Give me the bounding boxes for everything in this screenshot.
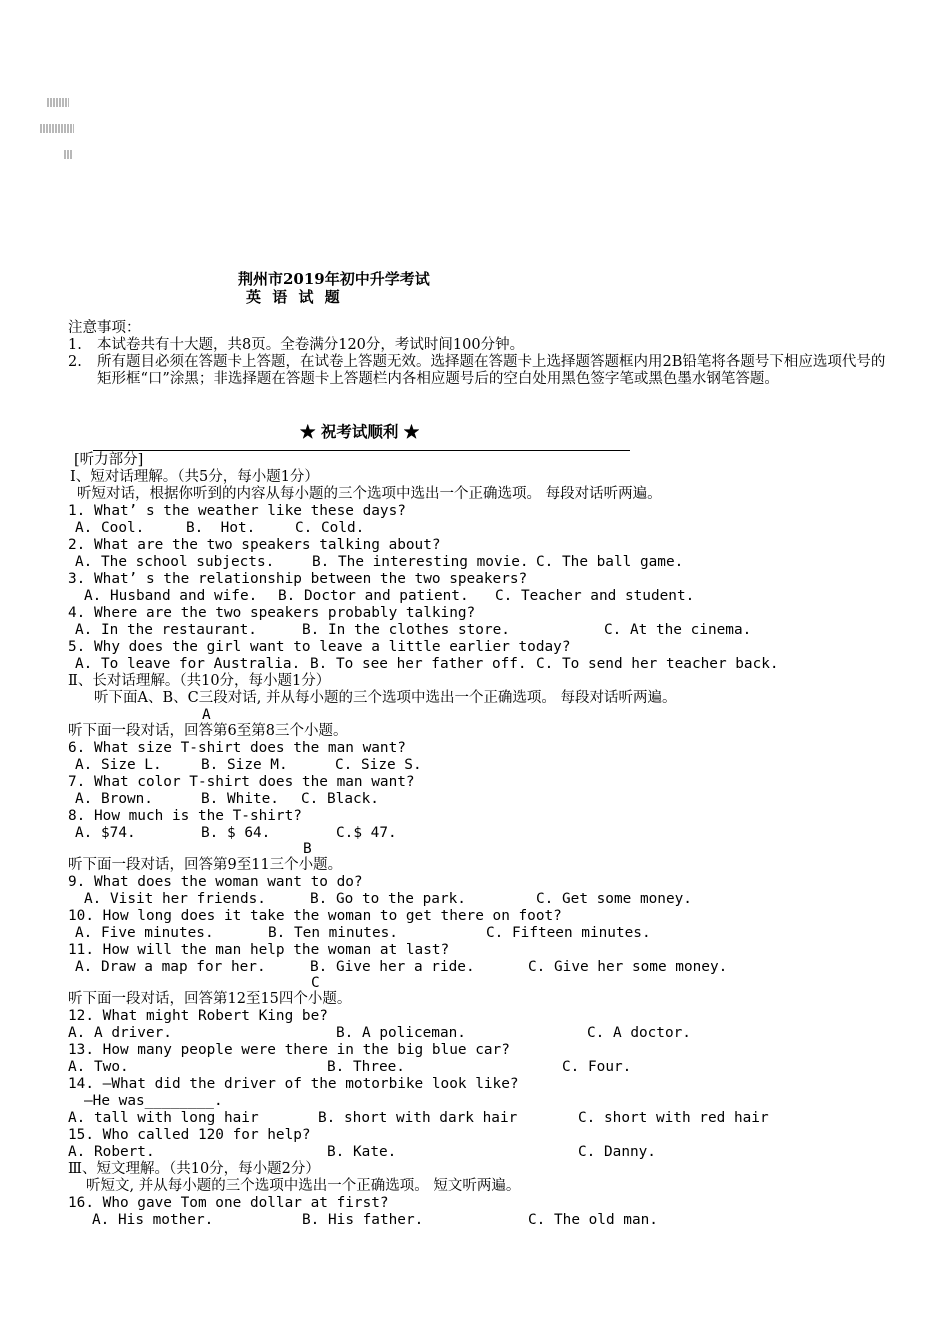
question-stem: 4. Where are the two speakers probably talking? [68,605,476,621]
option-a: A. Husband and wife. [84,588,258,604]
option-c: C. Four. [562,1059,632,1075]
option-b: B. Three. [327,1059,405,1075]
question-stem: 3. What’ s the relationship between the two speakers? [68,571,528,587]
option-c: C. Give her some money. [528,959,728,975]
option-b: B. A policeman. [336,1025,466,1041]
dialogue-intro: 听下面一段对话，回答第6至第8三个小题。 [68,723,348,739]
question-stem: 8. How much is the T-shirt? [68,808,302,824]
option-a: A. The school subjects. [75,554,275,570]
option-c: C. Cold. [295,520,365,536]
option-c: C. short with red hair [578,1110,769,1126]
question-stem: 2. What are the two speakers talking about? [68,537,441,553]
option-c: C. To send her teacher back. [536,656,779,672]
part-instruction: 听下面A、B、C三段对话, 并从每小题的三个选项中选出一个正确选项。 每段对话听两遍。 [94,690,677,706]
notice-item-text: 本试卷共有十大题，共8页。全卷满分120分，考试时间100分钟。 [97,337,525,353]
option-a: A. $74. [75,825,136,841]
part-heading: Ⅰ、短对话理解。（共5分，每小题1分） [70,469,319,485]
option-c: C. A doctor. [587,1025,691,1041]
question-stem: 5. Why does the girl want to leave a little earlier today? [68,639,571,655]
option-a: A. Brown. [75,791,153,807]
option-c: C. Teacher and student. [495,588,695,604]
option-b: B. White. [201,791,279,807]
option-c: C. Danny. [578,1144,656,1160]
good-luck-banner: ★ 祝考试顺利 ★ [300,422,420,441]
question-stem: 1. What’ s the weather like these days? [68,503,406,519]
notice-item [68,337,888,354]
scan-marks [40,98,74,176]
option-a: A. Two. [68,1059,129,1075]
option-c: C.$ 47. [336,825,397,841]
option-c: C. Black. [301,791,379,807]
dialogue-label: B [303,841,312,857]
exam-subtitle: 英 语 试 题 [246,288,343,306]
question-stem: 12. What might Robert King be? [68,1008,328,1024]
option-b: B. Go to the park. [310,891,466,907]
notice-item [68,354,888,388]
scan-mark [40,124,74,133]
option-b: B. Doctor and patient. [278,588,469,604]
section-label: [听力部分] [74,452,144,468]
dialogue-intro: 听下面一段对话，回答第9至11三个小题。 [68,857,343,873]
option-a: A. Draw a map for her. [75,959,266,975]
option-c: C. At the cinema. [604,622,752,638]
option-b: B. $ 64. [201,825,271,841]
part-instruction: 听短文, 并从每小题的三个选项中选出一个正确选项。 短文听两遍。 [86,1178,521,1194]
option-b: B. The interesting movie. [312,554,529,570]
option-b: B. Give her a ride. [310,959,475,975]
exam-title: 荆州市2019年初中升学考试 [238,270,430,288]
notice-item-number: 1. [68,337,82,353]
question-stem: 7. What color T-shirt does the man want? [68,774,415,790]
question-stem: 11. How will the man help the woman at last? [68,942,450,958]
part-instruction: 听短对话，根据你听到的内容从每小题的三个选项中选出一个正确选项。 每段对话听两遍。 [77,486,662,502]
dialogue-label: A [202,707,211,723]
option-a: A. Robert. [68,1144,155,1160]
option-c: C. The old man. [528,1212,658,1228]
option-b: B. His father. [302,1212,424,1228]
option-a: A. Five minutes. [75,925,214,941]
notice-item-text: 所有题目必须在答题卡上答题，在试卷上答题无效。选择题在答题卡上选择题答题框内用2B铅笔将各题号下相应选项代号的矩形框“口”涂黑；非选择题在答题卡上答题栏内各相应题号后的空白处用黑色签字笔或黑色墨水钢笔答题。 [97,354,886,387]
answer-blank-line: —He was________. [84,1093,223,1109]
question-stem: 10. How long does it take the woman to get there on foot? [68,908,562,924]
option-a: A. His mother. [92,1212,214,1228]
option-c: C. Get some money. [536,891,692,907]
option-b: B. To see her father off. [310,656,527,672]
option-b: B. short with dark hair [318,1110,518,1126]
option-a: A. Size L. [75,757,162,773]
dialogue-label: C [311,975,320,991]
option-a: A. To leave for Australia. [75,656,301,672]
scan-mark [47,98,69,107]
option-b: B. In the clothes store. [302,622,510,638]
option-c: C. The ball game. [536,554,684,570]
option-a: A. Visit her friends. [84,891,266,907]
option-a: A. In the restaurant. [75,622,257,638]
option-a: A. Cool. [75,520,145,536]
dialogue-intro: 听下面一段对话，回答第12至15四个小题。 [68,991,352,1007]
option-a: A. tall with long hair [68,1110,259,1126]
question-stem: 6. What size T-shirt does the man want? [68,740,406,756]
question-stem: 13. How many people were there in the big blue car? [68,1042,510,1058]
notice-item-number: 2. [68,354,82,370]
notice-block [68,320,888,388]
scan-mark [64,150,73,159]
part-heading: Ⅱ、长对话理解。（共10分，每小题1分） [68,673,331,689]
option-a: A. A driver. [68,1025,172,1041]
option-b: B. Size M. [201,757,288,773]
divider-line [93,450,630,451]
question-stem: 16. Who gave Tom one dollar at first? [68,1195,389,1211]
notice-heading: 注意事项： [68,320,141,336]
option-b: B. Ten minutes. [268,925,398,941]
option-c: C. Size S. [335,757,422,773]
option-b: B. Kate. [327,1144,397,1160]
part-heading: Ⅲ、短文理解。（共10分，每小题2分） [68,1161,320,1177]
option-c: C. Fifteen minutes. [486,925,651,941]
question-stem: 15. Who called 120 for help? [68,1127,311,1143]
question-stem: 14. —What did the driver of the motorbike look like? [68,1076,519,1092]
question-stem: 9. What does the woman want to do? [68,874,363,890]
option-b: B. Hot. [186,520,256,536]
